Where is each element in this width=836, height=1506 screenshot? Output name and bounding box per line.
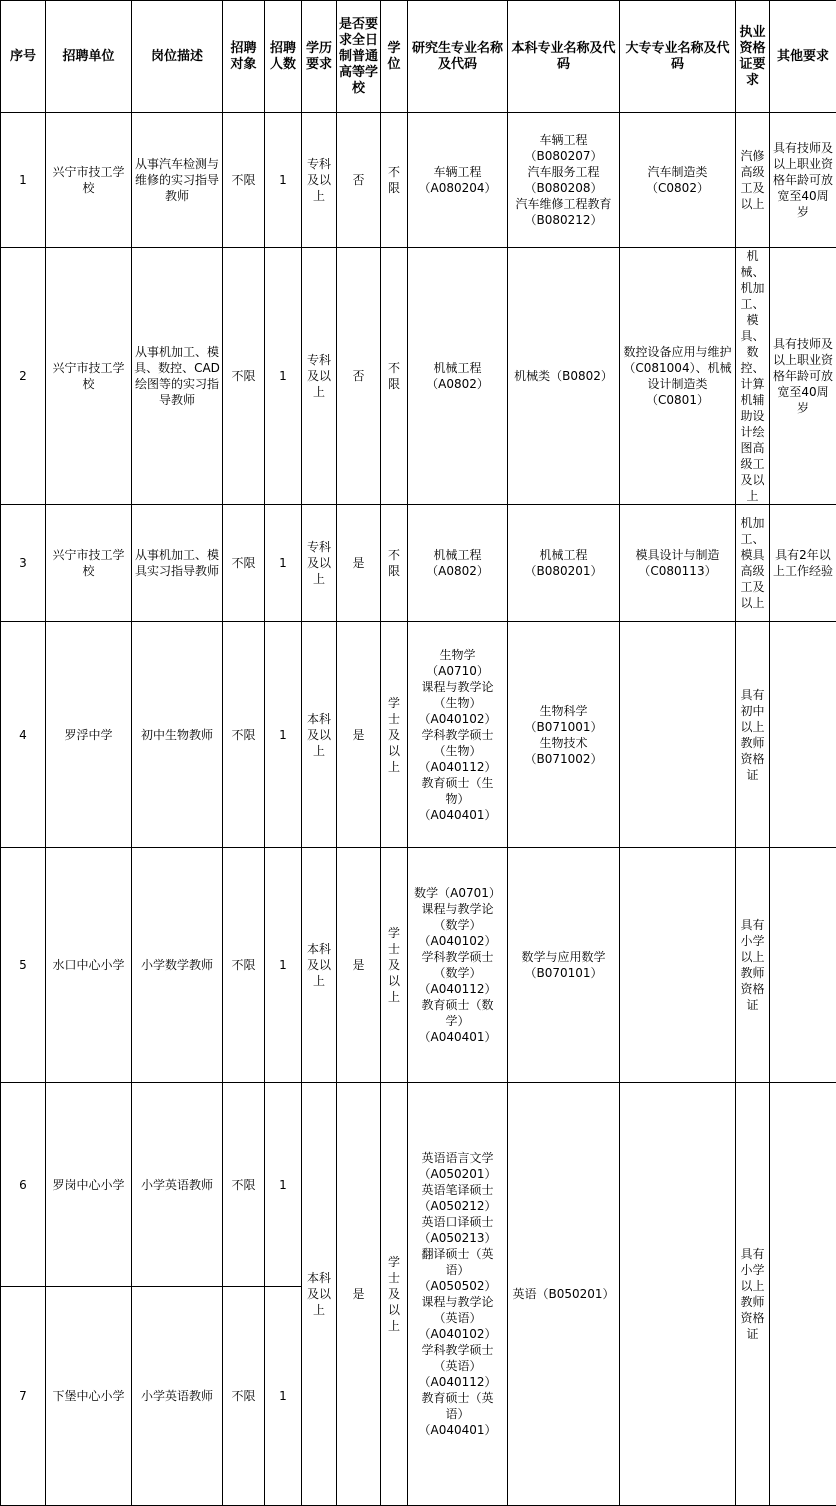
cell-cert: 具有小学以上教师资格证 — [736, 1083, 770, 1506]
cell-degree: 学士及以上 — [381, 622, 408, 848]
cell-college: 汽车制造类 （C0802） — [620, 113, 736, 248]
cell-count: 1 — [265, 248, 302, 505]
header-degree: 学位 — [381, 1, 408, 113]
cell-bachelor: 机械类（B0802） — [508, 248, 620, 505]
cell-fulltime: 是 — [337, 622, 381, 848]
cell-degree: 学士及以上 — [381, 848, 408, 1083]
table-row — [1, 622, 836, 848]
cell-other: 具有技师及以上职业资格年龄可放宽至40周岁 — [770, 113, 836, 248]
cell-college: 模具设计与制造 （C080113） — [620, 505, 736, 622]
cell-unit: 兴宁市技工学校 — [46, 505, 132, 622]
cell-other — [770, 848, 836, 1083]
table-row — [1, 505, 836, 622]
cell-cert: 具有初中以上教师资格证 — [736, 622, 770, 848]
cell-fulltime: 是 — [337, 1083, 381, 1506]
cell-desc: 从事机加工、模具实习指导教师 — [132, 505, 223, 622]
cell-seq: 4 — [1, 622, 46, 848]
cell-bachelor: 车辆工程 （B080207） 汽车服务工程 （B080208） 汽车维修工程教育 （B080212） — [508, 113, 620, 248]
cell-bachelor: 英语（B050201） — [508, 1083, 620, 1506]
header-grad: 研究生专业名称及代码 — [408, 1, 508, 113]
header-unit: 招聘单位 — [46, 1, 132, 113]
cell-seq: 6 — [1, 1083, 46, 1287]
header-edu: 学历要求 — [302, 1, 337, 113]
cell-target: 不限 — [223, 1083, 265, 1287]
cell-desc: 小学英语教师 — [132, 1287, 223, 1506]
table-row — [1, 848, 836, 1083]
cell-college — [620, 1083, 736, 1506]
cell-cert: 机械、机加工、模具、数控、计算机辅助设计绘图高级工及以上 — [736, 248, 770, 505]
cell-grad: 生物学 （A0710） 课程与教学论 （生物） （A040102） 学科教学硕士 （生物） （A040112） 教育硕士（生物） （A040401） — [408, 622, 508, 848]
header-row — [1, 1, 836, 113]
cell-college: 数控设备应用与维护（C081004）、机械设计制造类 （C0801） — [620, 248, 736, 505]
cell-grad: 英语语言文学 （A050201） 英语笔译硕士 （A050212） 英语口译硕士 （A050213） 翻译硕士（英语） （A050502） 课程与教学论 （英语） （A040102） 学科教学硕士 （英语） （A040112） 教育硕士（英语） （A040401） — [408, 1083, 508, 1506]
table-row — [1, 248, 836, 505]
cell-seq: 5 — [1, 848, 46, 1083]
cell-edu: 本科及以上 — [302, 622, 337, 848]
cell-target: 不限 — [223, 1287, 265, 1506]
header-cert: 执业资格证要求 — [736, 1, 770, 113]
cell-other — [770, 622, 836, 848]
cell-degree: 不限 — [381, 113, 408, 248]
cell-count: 1 — [265, 113, 302, 248]
cell-target: 不限 — [223, 113, 265, 248]
cell-degree: 不限 — [381, 248, 408, 505]
cell-target: 不限 — [223, 505, 265, 622]
cell-count: 1 — [265, 1083, 302, 1287]
header-fulltime: 是否要求全日制普通高等学校 — [337, 1, 381, 113]
cell-edu: 本科及以上 — [302, 1083, 337, 1506]
cell-seq: 1 — [1, 113, 46, 248]
table-row — [1, 1083, 836, 1287]
cell-count: 1 — [265, 848, 302, 1083]
header-count: 招聘人数 — [265, 1, 302, 113]
table-row — [1, 113, 836, 248]
cell-other: 具有2年以上工作经验 — [770, 505, 836, 622]
cell-desc: 小学数学教师 — [132, 848, 223, 1083]
cell-fulltime: 否 — [337, 248, 381, 505]
cell-seq: 7 — [1, 1287, 46, 1506]
cell-grad: 机械工程 （A0802） — [408, 248, 508, 505]
cell-edu: 专科及以上 — [302, 248, 337, 505]
cell-unit: 下堡中心小学 — [46, 1287, 132, 1506]
cell-unit: 罗岗中心小学 — [46, 1083, 132, 1287]
cell-college — [620, 848, 736, 1083]
cell-edu: 专科及以上 — [302, 113, 337, 248]
cell-unit: 兴宁市技工学校 — [46, 113, 132, 248]
header-seq: 序号 — [1, 1, 46, 113]
cell-grad: 车辆工程 （A080204） — [408, 113, 508, 248]
cell-edu: 本科及以上 — [302, 848, 337, 1083]
cell-cert: 具有小学以上教师资格证 — [736, 848, 770, 1083]
cell-unit: 罗浮中学 — [46, 622, 132, 848]
cell-desc: 从事机加工、模具、数控、CAD绘图等的实习指导教师 — [132, 248, 223, 505]
cell-bachelor: 机械工程 （B080201） — [508, 505, 620, 622]
cell-grad: 数学（A0701） 课程与教学论 （数学） （A040102） 学科教学硕士 （数学） （A040112） 教育硕士（数学） （A040401） — [408, 848, 508, 1083]
cell-degree: 学士及以上 — [381, 1083, 408, 1506]
cell-seq: 2 — [1, 248, 46, 505]
header-target: 招聘对象 — [223, 1, 265, 113]
header-college: 大专专业名称及代码 — [620, 1, 736, 113]
cell-unit: 兴宁市技工学校 — [46, 248, 132, 505]
cell-desc: 从事汽车检测与维修的实习指导教师 — [132, 113, 223, 248]
cell-count: 1 — [265, 622, 302, 848]
cell-grad: 机械工程 （A0802） — [408, 505, 508, 622]
cell-other: 具有技师及以上职业资格年龄可放宽至40周岁 — [770, 248, 836, 505]
cell-unit: 水口中心小学 — [46, 848, 132, 1083]
cell-other — [770, 1083, 836, 1506]
cell-target: 不限 — [223, 622, 265, 848]
cell-college — [620, 622, 736, 848]
header-bachelor: 本科专业名称及代码 — [508, 1, 620, 113]
header-desc: 岗位描述 — [132, 1, 223, 113]
cell-degree: 不限 — [381, 505, 408, 622]
cell-seq: 3 — [1, 505, 46, 622]
cell-fulltime: 是 — [337, 505, 381, 622]
cell-cert: 机加工、模具高级工及以上 — [736, 505, 770, 622]
cell-cert: 汽修高级工及以上 — [736, 113, 770, 248]
cell-count: 1 — [265, 505, 302, 622]
cell-bachelor: 生物科学 （B071001） 生物技术 （B071002） — [508, 622, 620, 848]
cell-edu: 专科及以上 — [302, 505, 337, 622]
cell-count: 1 — [265, 1287, 302, 1506]
cell-bachelor: 数学与应用数学 （B070101） — [508, 848, 620, 1083]
cell-fulltime: 是 — [337, 848, 381, 1083]
cell-fulltime: 否 — [337, 113, 381, 248]
cell-desc: 初中生物教师 — [132, 622, 223, 848]
cell-target: 不限 — [223, 248, 265, 505]
cell-target: 不限 — [223, 848, 265, 1083]
cell-desc: 小学英语教师 — [132, 1083, 223, 1287]
header-other: 其他要求 — [770, 1, 836, 113]
